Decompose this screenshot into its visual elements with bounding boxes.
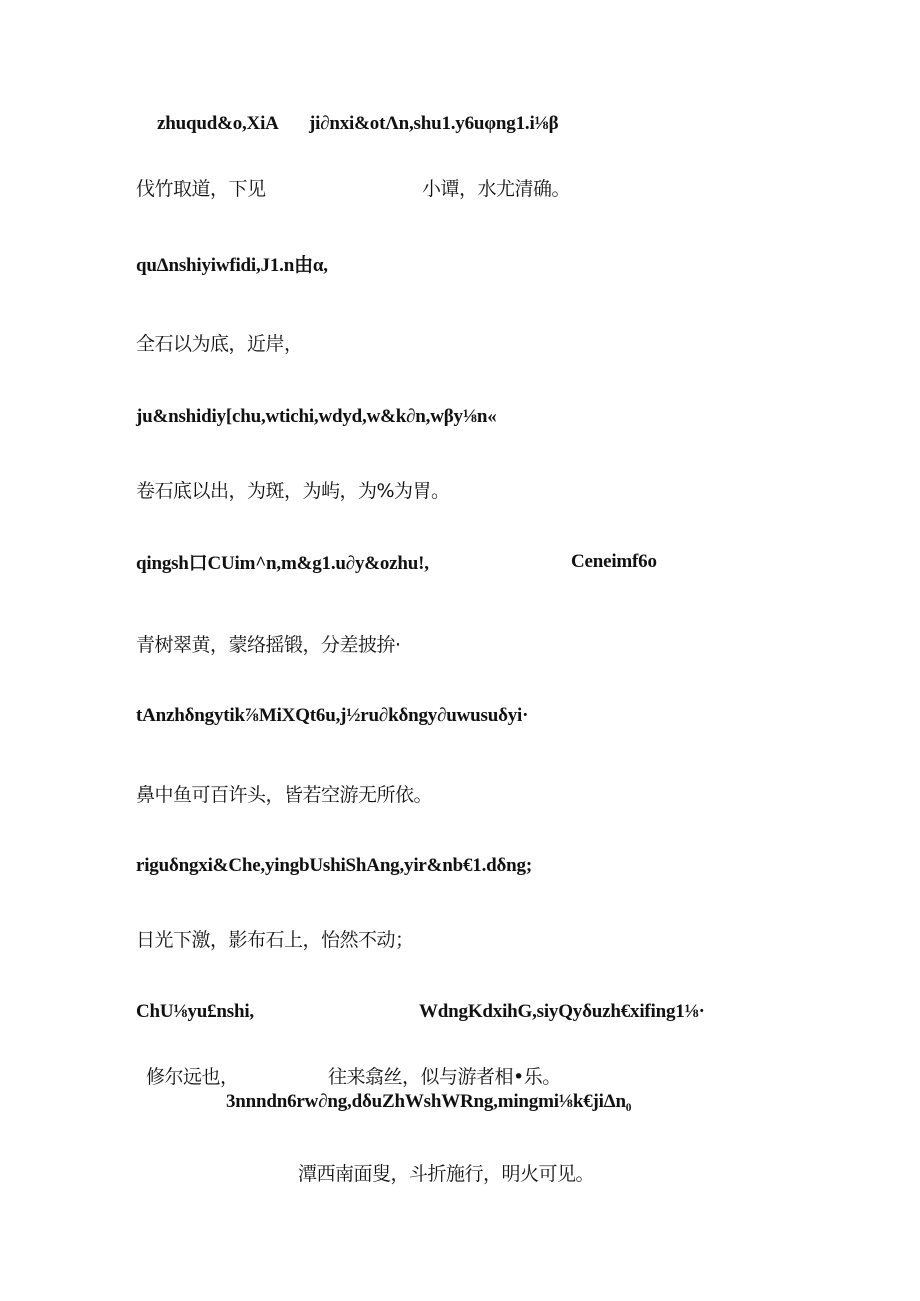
pinyin-line-7a: qingsh口CUim^n,m&g1.u∂y&ozhu!, (136, 553, 429, 574)
pinyin-line-11: riguδngxi&Che,yingbUshiShAng,yir&nb€1.dδng; (136, 855, 532, 876)
pinyin-line-13a: ChU⅛yu£nshi, (136, 1001, 254, 1022)
hanzi-line-16: 潭西南面叟，斗折施行，明火可见。 (298, 1163, 595, 1185)
hanzi-line-4: 全石以为底，近岸， (136, 333, 303, 355)
hanzi-line-14b: 往来翕丝，似与游者相•乐。 (328, 1066, 561, 1088)
hanzi-line-10: 鼻中鱼可百许头，皆若空游无所依。 (136, 784, 433, 806)
hanzi-line-14a: 修尔远也， (146, 1066, 239, 1088)
pinyin-line-5: ju&nshidiy[chu,wtichi,wdyd,w&k∂n,wβy⅛n« (136, 406, 497, 427)
hanzi-line-2a: 伐竹取道，下见 (136, 178, 266, 200)
hanzi-line-6: 卷石底以出，为斑，为屿，为%为胃。 (136, 480, 450, 502)
pinyin-line-1b: ji∂nxi&otΛn,shu1.y6uφng1.i⅛β (309, 113, 559, 134)
pinyin-line-13b: WdngKdxihG,siyQyδuzh€xifing1⅛· (419, 1001, 705, 1022)
hanzi-line-2b: 小谭，水尤清确。 (422, 178, 571, 200)
pinyin-line-7b: Ceneimf6o (571, 551, 657, 572)
pinyin-line-3: quΔnshiyiwfidi,J1.n由α, (136, 255, 328, 276)
pinyin-line-1a: zhuqud&o,XiA (157, 113, 279, 134)
hanzi-line-8: 青树翠黄，蒙络摇锻，分差披拚· (136, 634, 401, 656)
pinyin-line-9: tAnzhδngytik⅞MiXQt6u,j½ru∂kδngy∂uwusuδyi· (136, 705, 529, 726)
pinyin-line-15: 3nnndn6rw∂ng,dδuZhWshWRng,mingmi⅛k€jiΔn₀ (226, 1091, 632, 1112)
hanzi-line-12: 日光下激，影布石上，怡然不动； (136, 929, 414, 951)
